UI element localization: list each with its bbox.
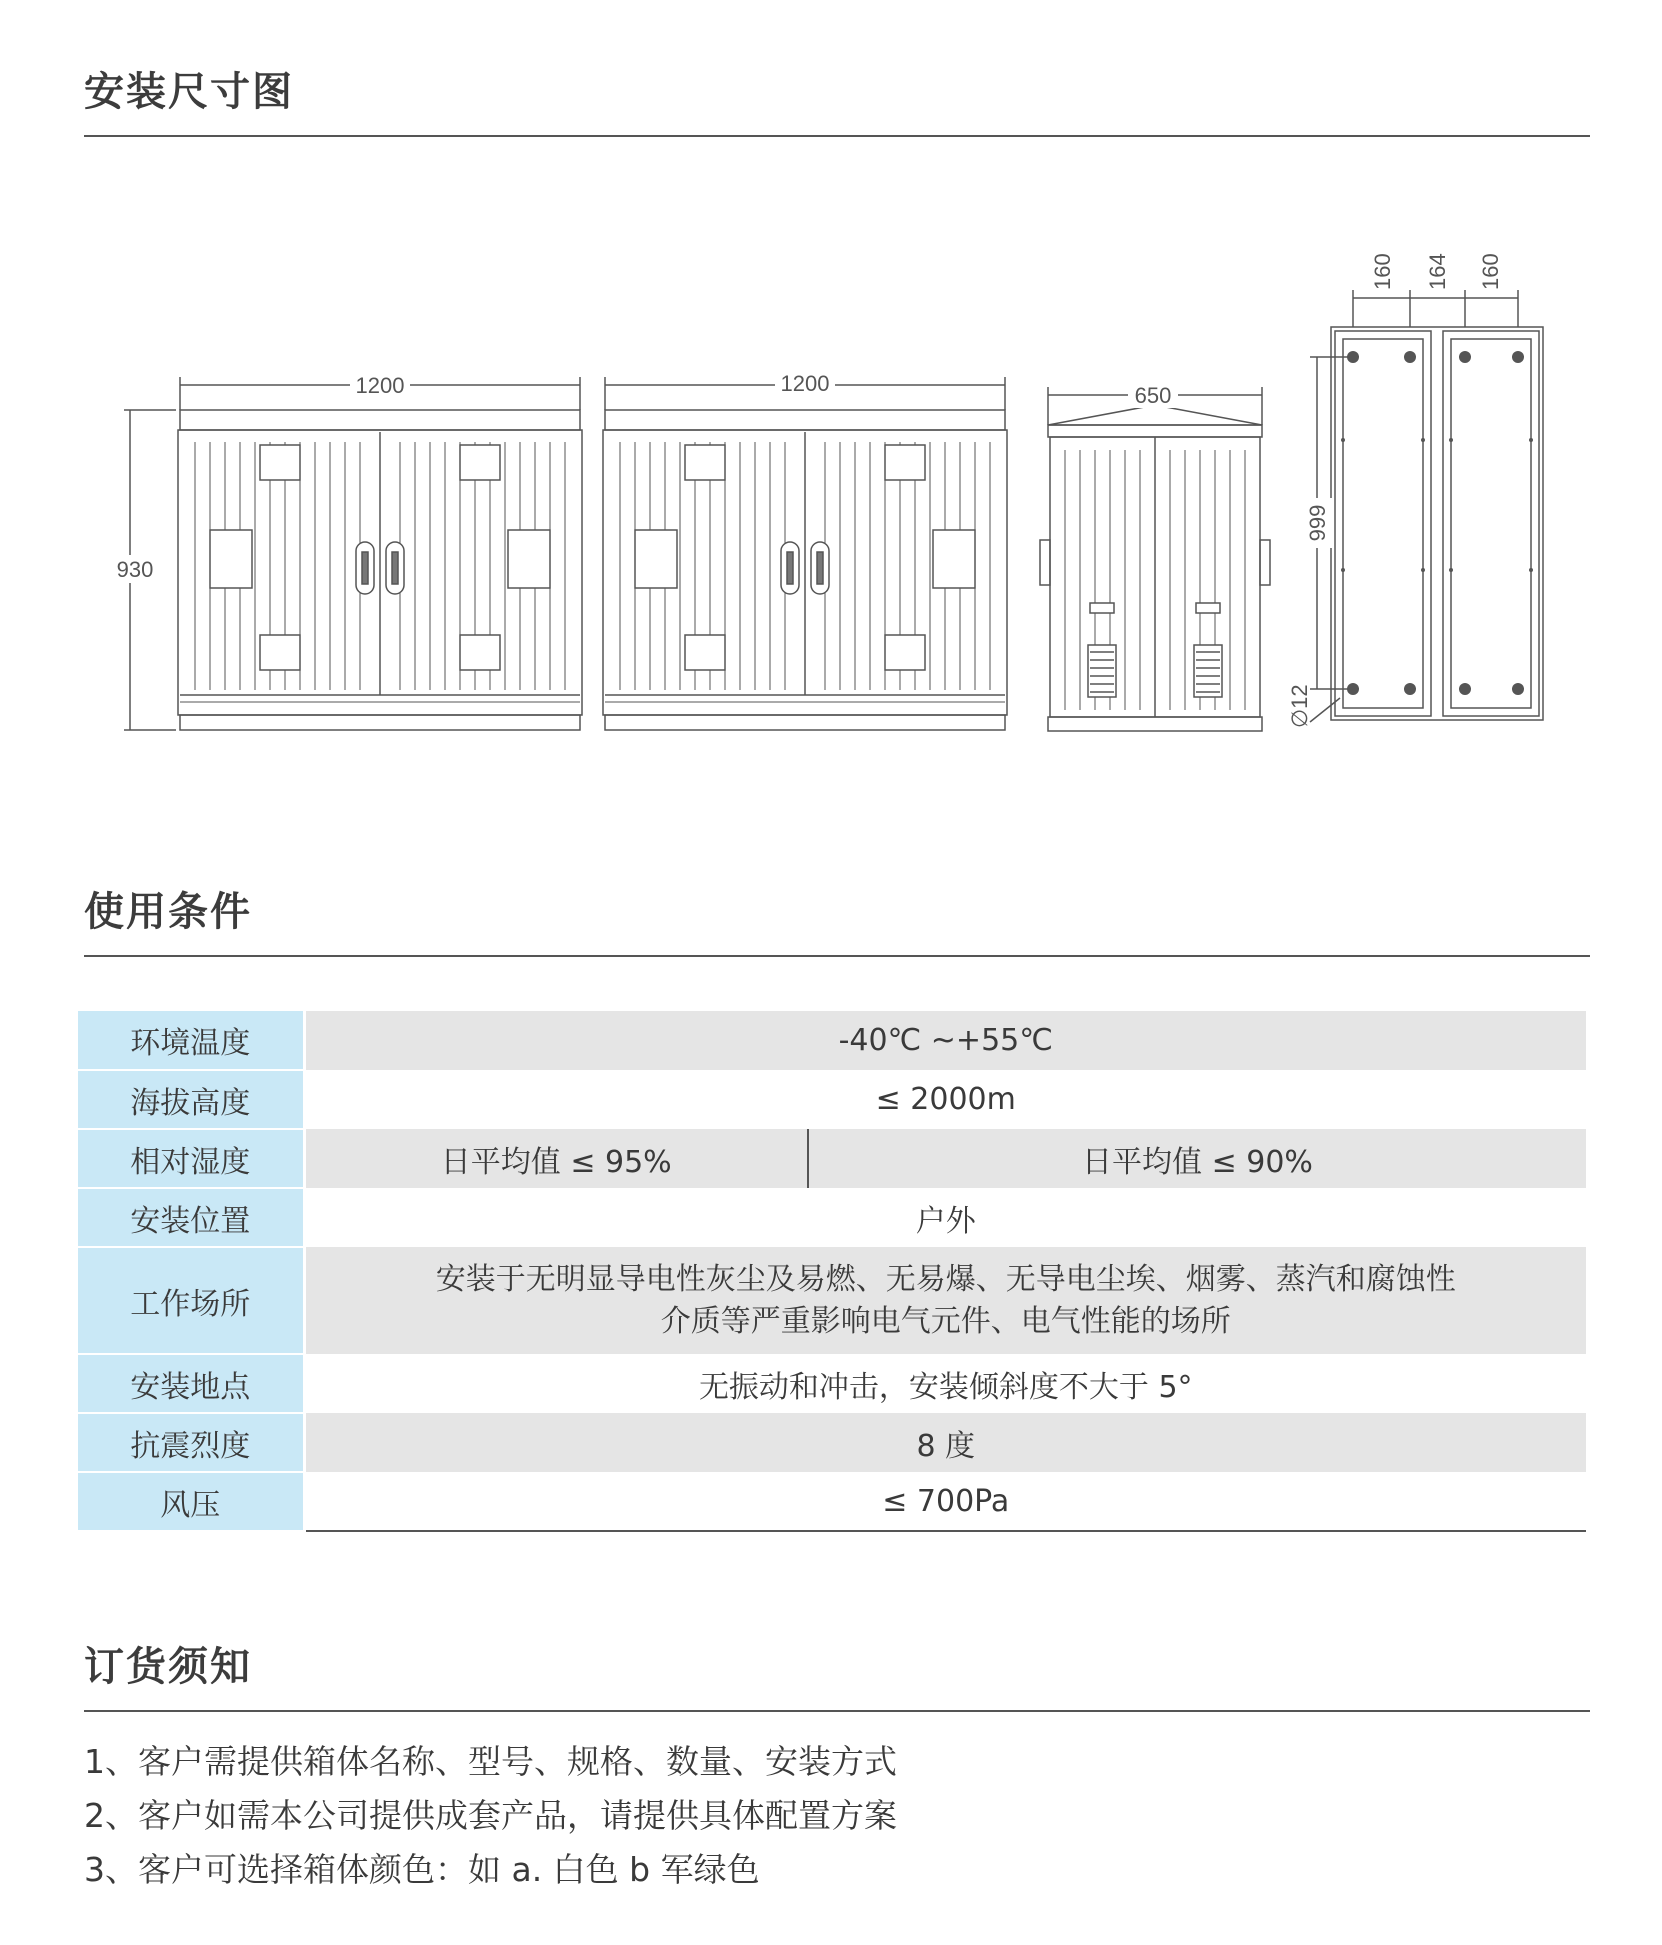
row-label: 环境温度	[78, 1011, 304, 1070]
row-value	[304, 1247, 1586, 1354]
conditions-section-title: 使用条件	[84, 889, 252, 935]
row-label: 风压	[78, 1472, 304, 1531]
ordering-section-rule	[84, 1710, 1590, 1712]
table-row	[78, 1354, 1586, 1413]
row-label: 安装位置	[78, 1188, 304, 1247]
row-value-line: 安装于无明显导电性灰尘及易燃、无易爆、无导电尘埃、烟雾、蒸汽和腐蚀性	[435, 1261, 1456, 1297]
base-spacing-right-dimension: 160	[1478, 253, 1503, 290]
list-item: 1、客户需提供箱体名称、型号、规格、数量、安装方式	[84, 1742, 897, 1781]
base-depth-dimension: 999	[1305, 504, 1330, 542]
table-row	[78, 1129, 1586, 1188]
list-item: 2、客户如需本公司提供成套产品，请提供具体配置方案	[84, 1796, 897, 1835]
table-row	[78, 1472, 1586, 1531]
table-row	[78, 1011, 1586, 1070]
install-section-title: 安装尺寸图	[84, 69, 294, 115]
installation-drawing	[110, 250, 1560, 750]
table-row	[78, 1070, 1586, 1129]
side-cabinet-view	[1040, 387, 1270, 731]
base-plan-view	[1310, 290, 1543, 722]
row-value: 8 度	[304, 1413, 1586, 1472]
list-item: 3、客户可选择箱体颜色：如 a. 白色 b 军绿色	[84, 1850, 760, 1889]
table-row	[78, 1413, 1586, 1472]
base-plan-holes	[1341, 351, 1533, 695]
conditions-table	[78, 1011, 1586, 1532]
row-value-right: 日平均值 ≤ 90%	[808, 1129, 1586, 1188]
row-label: 工作场所	[78, 1247, 304, 1354]
row-label: 海拔高度	[78, 1070, 304, 1129]
ordering-section-title: 订货须知	[84, 1644, 252, 1690]
side-width-dimension: 650	[1134, 383, 1172, 408]
row-label: 抗震烈度	[78, 1413, 304, 1472]
row-value: 户外	[304, 1188, 1586, 1247]
rear-cabinet-view	[603, 377, 1007, 730]
height-dimension: 930	[116, 557, 154, 582]
front-width-dimension: 1200	[355, 373, 405, 398]
row-value-line: 介质等严重影响电气元件、电气性能的场所	[660, 1303, 1231, 1339]
row-value: ≤ 700Pa	[304, 1472, 1586, 1531]
install-section-rule	[84, 135, 1590, 137]
conditions-section-rule	[84, 955, 1590, 957]
row-value: 无振动和冲击，安装倾斜度不大于 5°	[304, 1354, 1586, 1413]
row-label: 相对湿度	[78, 1129, 304, 1188]
base-spacing-mid-dimension: 164	[1425, 253, 1450, 290]
base-spacing-left-dimension: 160	[1370, 253, 1395, 290]
row-value: ≤ 2000m	[304, 1070, 1586, 1129]
front-cabinet-view	[178, 377, 582, 730]
hole-diameter-dimension: ∅12	[1287, 684, 1312, 728]
table-row	[78, 1247, 1586, 1354]
row-value-left: 日平均值 ≤ 95%	[304, 1129, 808, 1188]
table-row	[78, 1188, 1586, 1247]
row-label: 安装地点	[78, 1354, 304, 1413]
ordering-notes-list	[84, 1735, 897, 1897]
row-value: -40℃ ~+55℃	[304, 1011, 1586, 1070]
rear-width-dimension: 1200	[780, 371, 830, 396]
